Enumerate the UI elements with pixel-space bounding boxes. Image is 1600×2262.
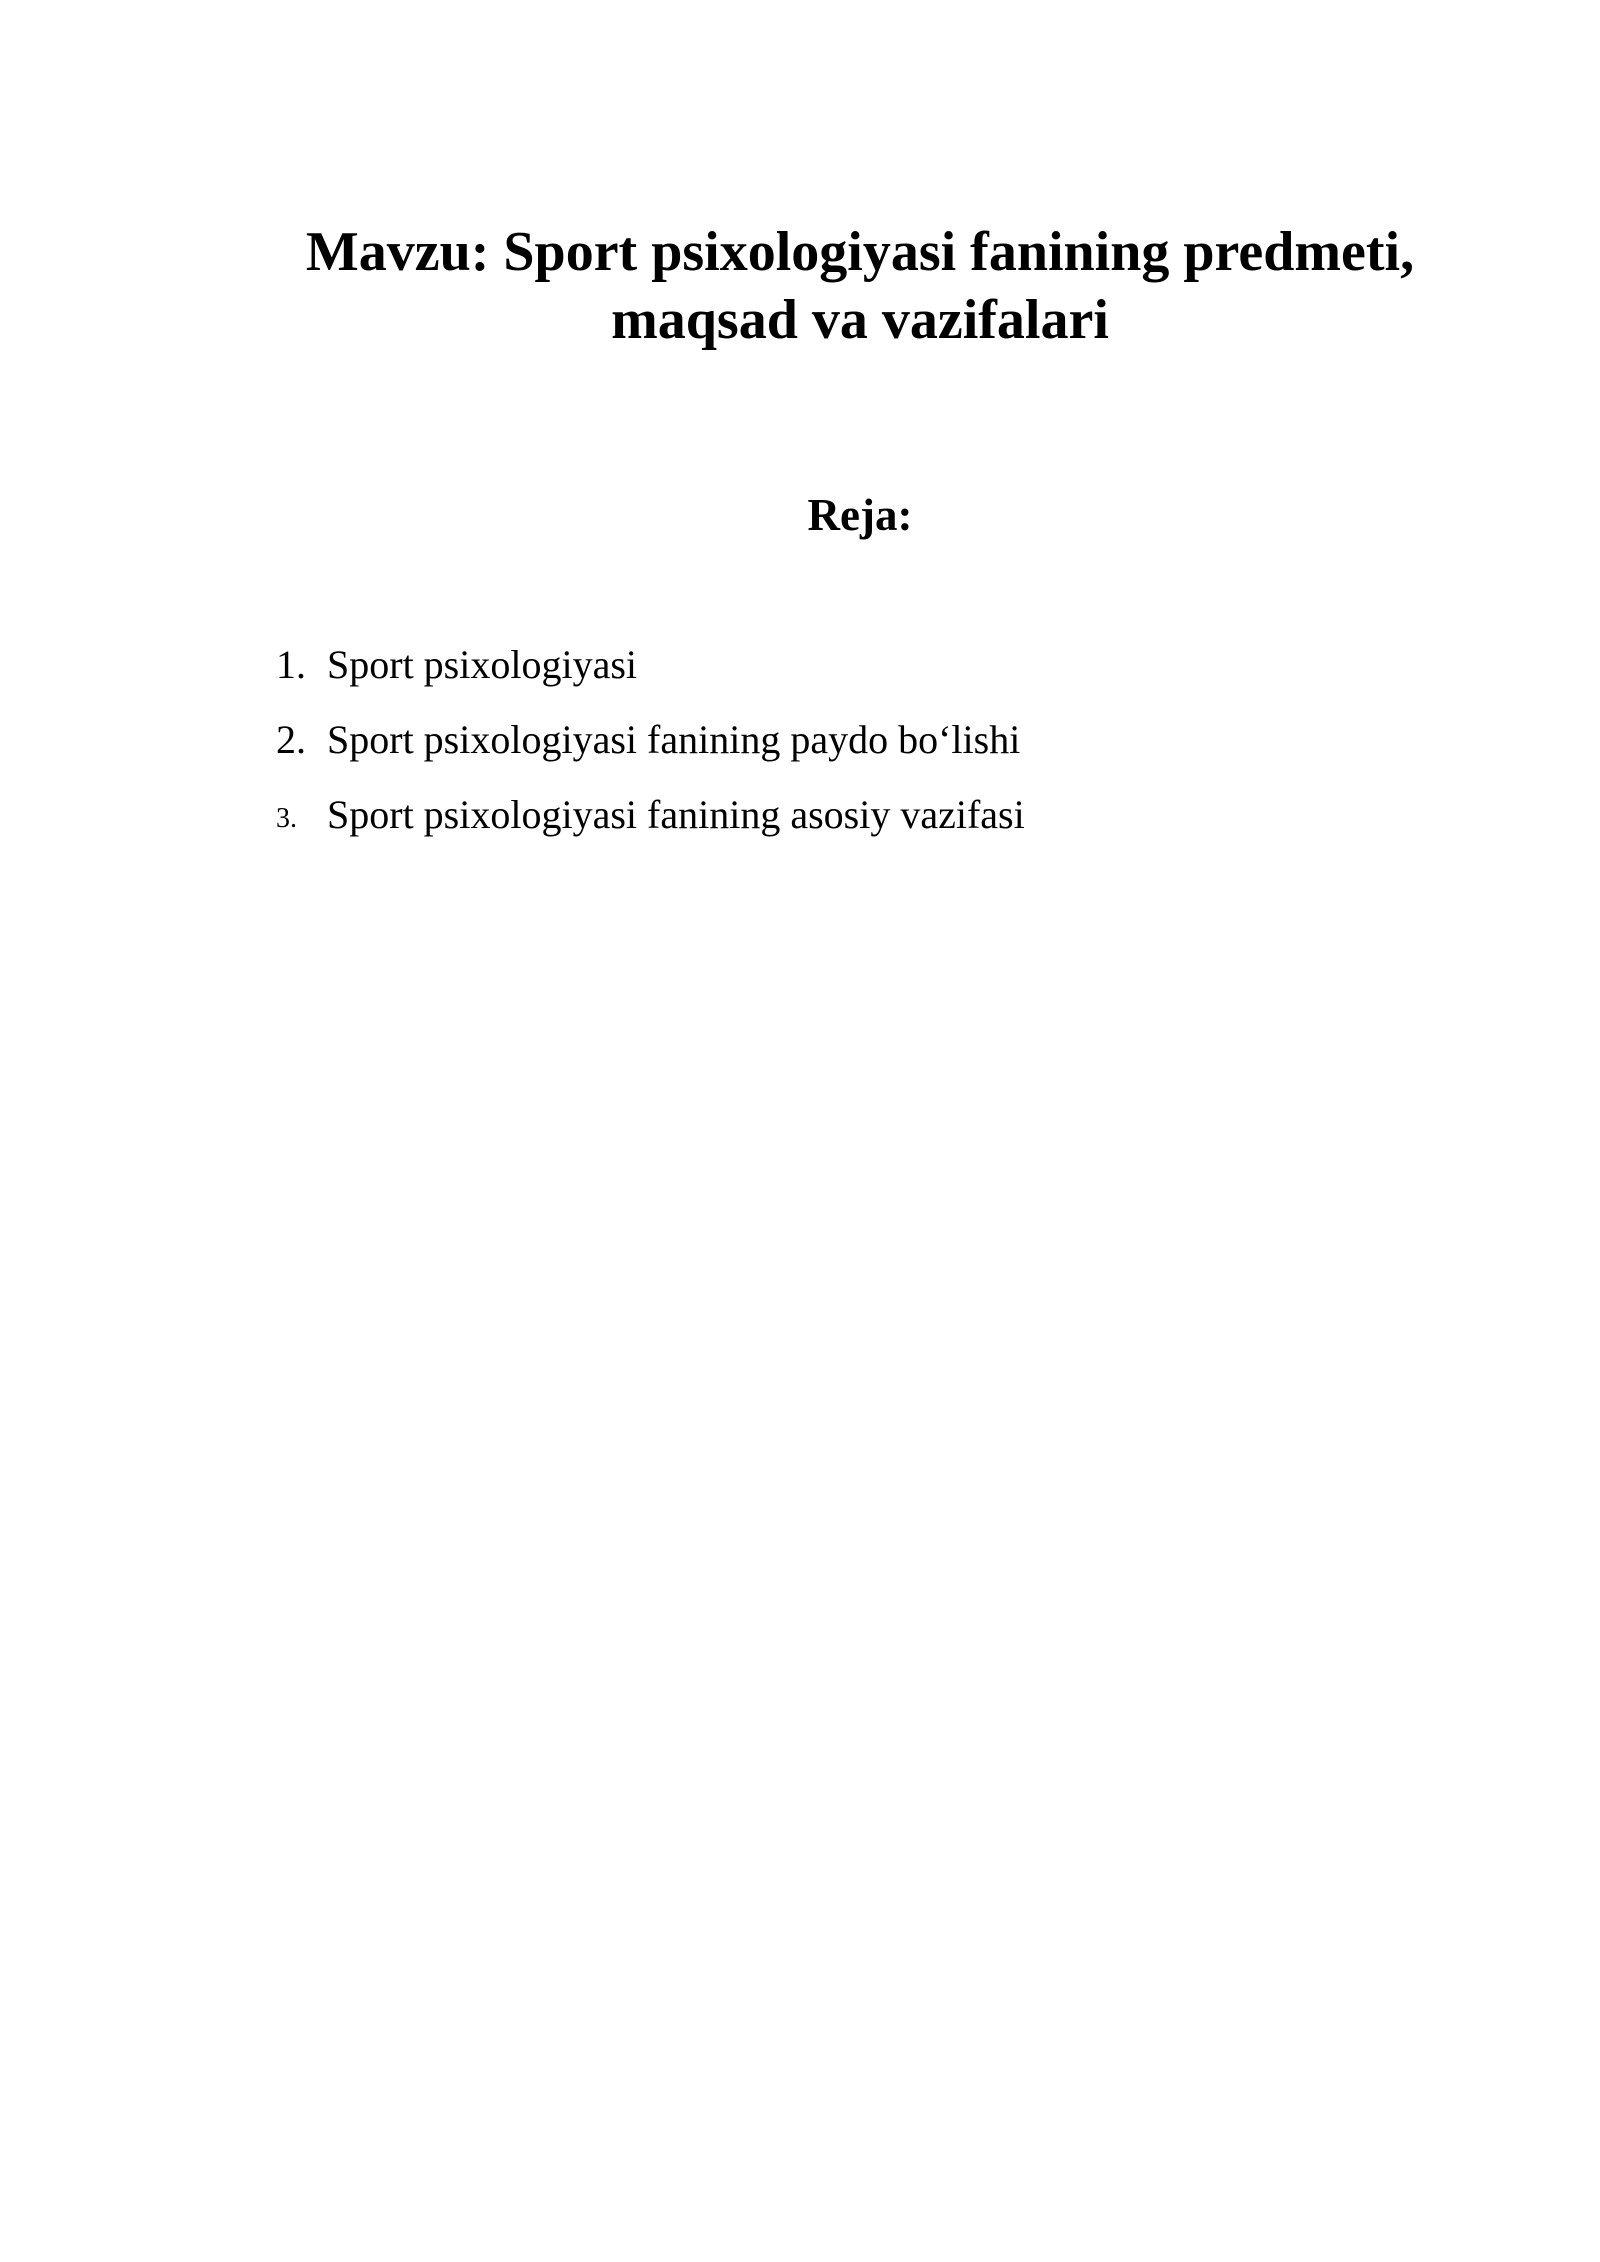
plan-heading: Reja: (807, 490, 913, 540)
plan-item-1 (0, 635, 1600, 710)
document-title-line-1: Mavzu: Sport psixologiyasi fanining predmeti, (305, 221, 1415, 283)
plan-item-text: Sport psixologiyasi fanining paydo bo‘lishi (327, 717, 1021, 762)
plan-item-number: 1. (276, 642, 306, 687)
plan-item-2 (0, 710, 1600, 785)
plan-list (0, 635, 1600, 860)
document-title-line-2: maqsad va vazifalari (611, 289, 1109, 351)
document-title (255, 218, 1465, 354)
plan-item-text: Sport psixologiyasi (327, 642, 638, 687)
plan-item-number: 2. (276, 717, 306, 762)
plan-item-text: Sport psixologiyasi fanining asosiy vazifasi (327, 792, 1025, 837)
plan-item-3 (0, 785, 1600, 860)
plan-item-number: 3. (276, 803, 297, 834)
